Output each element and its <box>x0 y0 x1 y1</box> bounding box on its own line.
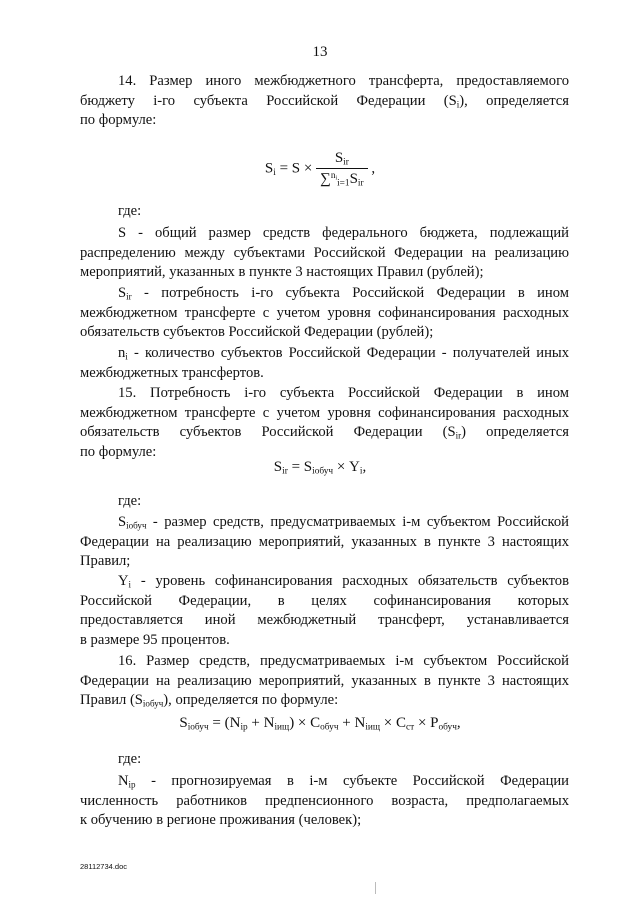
def-nip-var: N <box>118 773 129 789</box>
p16-line-3-text: Правил (S <box>80 692 143 709</box>
def-sir-line-1-text: - потребность i-го субъекта Российской Федерации в ином <box>131 285 569 301</box>
where-2 <box>80 492 569 512</box>
definition-yi <box>80 572 569 650</box>
def-yi-line-2: Российской Федерации, в целях софинансирования которых <box>80 592 569 609</box>
f1-den-s: S <box>349 171 358 187</box>
page-number: 13 <box>312 44 328 60</box>
f1-sum-sign: ∑ <box>320 171 331 187</box>
f2-eq: = S <box>287 459 313 475</box>
definition-ni <box>80 344 569 383</box>
def-siob-line-1 <box>80 513 569 533</box>
f2-mid: × Y <box>333 459 360 475</box>
f3-m3: × P <box>414 715 439 731</box>
definition-s <box>80 224 569 283</box>
def-sir-line-3: обязательств субъектов Российской Федерации (рублей); <box>80 324 434 341</box>
scan-mark <box>375 882 376 894</box>
def-ni-var-sub: i <box>125 351 128 362</box>
p15-line-3-end: ) определяется <box>461 424 569 441</box>
def-yi-line-1-text: - уровень софинансирования расходных обязательств субъектов <box>131 573 569 589</box>
def-siob-var-sub: iобуч <box>126 520 147 531</box>
f1-den-s-sub: ir <box>357 178 364 189</box>
f1-lhs-sub: i <box>273 168 276 179</box>
paragraph-14 <box>80 72 569 131</box>
def-siob-line-2: Федерации на реализацию мероприятий, указанных в пункте 3 настоящих <box>80 533 569 550</box>
f2-s-sub: ir <box>282 466 288 477</box>
f2-tail: , <box>362 459 367 475</box>
f1-fraction <box>316 150 367 188</box>
def-yi-line-1 <box>80 572 569 592</box>
def-ni-var: n <box>118 345 126 361</box>
p15-line-2: межбюджетном трансферте с учетом уровня софинансирования расходных <box>80 404 569 421</box>
def-yi-line-4: в размере 95 процентов. <box>80 631 230 648</box>
def-siob-var: S <box>118 514 127 530</box>
f3-eq: = (N <box>208 715 241 731</box>
def-nip-line-1 <box>80 772 569 792</box>
f3-n3-sub: iищ <box>365 722 381 733</box>
p14-line-2-text: бюджету i-го субъекта Российской Федерации (S <box>80 92 457 109</box>
p15-line-3 <box>80 423 569 443</box>
f1-num-s: S <box>334 150 344 166</box>
f3-n2-sub: iищ <box>274 722 290 733</box>
def-siob-line-1-text: - размер средств, предусматриваемых i-м субъектом Российской <box>146 514 569 530</box>
def-yi-line-3: предоставляется иной межбюджетный трансферт, устанавливается <box>80 612 569 629</box>
def-ni-line-2: межбюджетных трансфертов. <box>80 364 264 381</box>
def-sir-var: S <box>118 285 127 301</box>
f1-sum-sup-n: n <box>330 171 336 182</box>
def-sir-line-1 <box>80 284 569 304</box>
p15-line-3-sub: ir <box>455 430 462 441</box>
p14-line-2 <box>80 92 569 112</box>
definition-nip <box>80 772 569 831</box>
def-sir-var-sub: ir <box>126 291 132 302</box>
p14-line-3: по формуле: <box>80 112 157 129</box>
f3-m1: ) × C <box>289 715 321 731</box>
p15-line-3-text: обязательств субъектов Российской Федерации (S <box>80 424 456 441</box>
where-2-text: где: <box>118 493 142 509</box>
def-s-line-1: S - общий размер средств федерального бюджета, подлежащий <box>118 225 569 241</box>
p15-line-4: по формуле: <box>80 443 157 460</box>
p16-line-3-end: ), определяется по формуле: <box>163 692 339 709</box>
where-1 <box>80 202 569 222</box>
formula-siobuch <box>0 715 640 732</box>
formula-sir <box>0 459 640 476</box>
f3-m2: × C <box>380 715 406 731</box>
p14-line-2-end: ), определяется <box>459 92 569 109</box>
def-yi-var: Y <box>118 573 129 589</box>
formula-si <box>0 150 640 188</box>
def-s-line-3: мероприятий, указанных в пункте 3 настоящих Правил (рублей); <box>80 264 484 281</box>
def-nip-line-1-text: - прогнозируемая в i-м субъекте Российской Федерации <box>135 773 569 789</box>
p16-line-3 <box>80 691 569 711</box>
p16-line-2: Федерации на реализацию мероприятий, указанных в пункте 3 настоящих <box>80 672 569 689</box>
f1-denominator <box>316 169 367 188</box>
f2-s: S <box>273 459 283 475</box>
f2-y-sub: i <box>359 466 363 477</box>
def-sir-line-2: межбюджетном трансферте с учетом уровня софинансирования расходных <box>80 304 569 321</box>
def-ni-line-1 <box>80 344 569 364</box>
f1-tail: , <box>367 160 376 177</box>
f1-sum-sup-i: i <box>335 175 338 182</box>
paragraph-15 <box>80 384 569 462</box>
def-yi-var-sub: i <box>128 579 132 590</box>
f1-numerator <box>316 150 367 169</box>
def-nip-line-2: численность работников предпенсионного возраста, предполагаемых <box>80 792 569 809</box>
f3-c1-sub: обуч <box>320 722 339 733</box>
f1-sum-sub: i=1 <box>337 178 350 189</box>
p14-line-2-sub: i <box>456 99 460 110</box>
f1-lhs: S <box>264 160 274 177</box>
f2-s2-sub: iобуч <box>312 466 334 477</box>
p14-line-1: 14. Размер иного межбюджетного трансферта, предоставляемого <box>118 73 569 89</box>
def-nip-var-sub: ip <box>128 779 136 790</box>
def-s-line-2: распределению между субъектами Российской Федерации на реализацию <box>80 244 569 261</box>
where-1-text: где: <box>118 203 142 219</box>
f3-n1-sub: ip <box>240 722 248 733</box>
definition-siobuch <box>80 513 569 572</box>
p15-line-1: 15. Потребность i-го субъекта Российской Федерации в ином <box>118 385 569 401</box>
f3-plus: + N <box>247 715 275 731</box>
f3-tail: , <box>456 715 461 731</box>
f3-s-sub: iобуч <box>187 722 209 733</box>
paragraph-16 <box>80 652 569 711</box>
def-siob-line-3: Правил; <box>80 553 131 570</box>
def-ni-line-1-text: - количество субъектов Российской Федерации - получателей иных <box>127 345 569 361</box>
definition-sir <box>80 284 569 343</box>
p16-line-3-sub: iобуч <box>142 698 164 709</box>
f1-num-sub: ir <box>343 157 349 168</box>
where-3-text: где: <box>118 751 142 767</box>
where-3 <box>80 750 569 770</box>
f3-plus2: + N <box>338 715 366 731</box>
footer-filename: 28112734.doc <box>80 862 127 871</box>
f3-p-sub: обуч <box>438 722 457 733</box>
f3-c2-sub: ст <box>406 722 415 733</box>
f1-eq: = S × <box>275 160 317 177</box>
p16-line-1: 16. Размер средств, предусматриваемых i-м субъектом Российской <box>118 653 569 669</box>
f3-s: S <box>179 715 188 731</box>
def-nip-line-3: к обучению в регионе проживания (человек); <box>80 812 362 829</box>
